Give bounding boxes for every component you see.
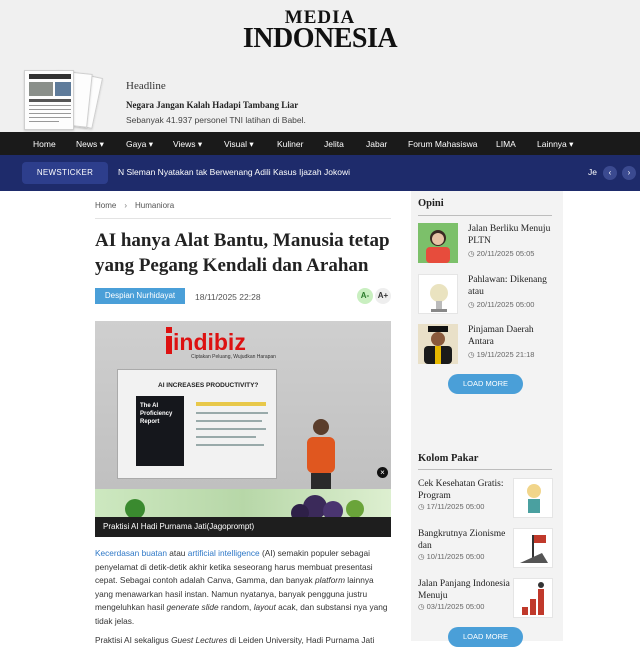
date-text: 17/11/2025 05:00: [426, 502, 485, 511]
author-badge[interactable]: Despian Nurhidayat: [95, 288, 185, 304]
nav-item-visual[interactable]: [224, 139, 254, 150]
photo-brand-tagline: Ciptakan Peluang, Wujudkan Harapan: [191, 354, 276, 360]
headline-label: Headline: [126, 80, 166, 92]
opini-thumbnail: [418, 324, 458, 364]
pakar-date: [418, 502, 484, 511]
paragraph: [95, 547, 391, 628]
nav-item-lima[interactable]: LIMA: [496, 139, 516, 149]
nav-item-jelita[interactable]: Jelita: [324, 139, 344, 149]
text: di Leiden University, Hadi Purnama Jati: [227, 635, 375, 645]
site-header: [0, 0, 640, 132]
photo-caption: Praktisi AI Hadi Purnama Jati(Jagoprompt): [95, 517, 391, 537]
newsticker-next-headline[interactable]: Je: [588, 167, 597, 177]
speaker-figure: [299, 417, 343, 497]
photo-brand-logo: indibiz: [173, 329, 246, 355]
logo-line-1: MEDIA: [284, 7, 356, 28]
kolom-pakar-heading: Kolom Pakar: [418, 453, 479, 464]
main-nav: [0, 132, 640, 155]
font-increase-button[interactable]: A+: [375, 288, 391, 304]
nav-item-label: Visual: [224, 139, 247, 149]
nav-item-kuliner[interactable]: Kuliner: [277, 139, 304, 149]
load-more-button[interactable]: LOAD MORE: [448, 374, 523, 394]
load-more-button[interactable]: LOAD MORE: [448, 627, 523, 647]
nav-item-label: Gaya: [126, 139, 147, 149]
clock-icon: ◷: [468, 300, 475, 309]
caret-down-icon: ▾: [148, 139, 153, 149]
opini-title: Jalan Berliku Menuju PLTN: [468, 224, 551, 246]
caret-down-icon: ▾: [249, 139, 254, 149]
nav-item-label: Lainnya: [537, 139, 567, 149]
newsticker-bar: [0, 155, 640, 191]
pakar-date: [418, 602, 484, 611]
nav-item-lainnya[interactable]: [537, 139, 573, 150]
date-text: 10/11/2025 05:00: [426, 552, 485, 561]
italic-text: layout: [253, 602, 276, 612]
divider: [418, 215, 552, 216]
opini-item[interactable]: [418, 223, 558, 265]
clock-icon: ◷: [468, 350, 475, 359]
date-text: 20/11/2025 05:00: [476, 300, 535, 309]
site-logo[interactable]: [0, 8, 640, 53]
italic-text: generate slide: [166, 602, 219, 612]
date-text: 19/11/2025 21:18: [476, 350, 535, 359]
epaper-thumbnail[interactable]: [24, 70, 102, 130]
pakar-item[interactable]: [418, 578, 558, 620]
sidebar: [411, 191, 563, 641]
opini-date: [468, 249, 534, 258]
breadcrumb: [95, 198, 391, 212]
caret-down-icon: ▾: [99, 139, 104, 149]
clock-icon: ◷: [418, 502, 425, 511]
date-text: 20/11/2025 05:05: [476, 249, 535, 258]
report-cover: [136, 396, 184, 466]
opini-title: Pinjaman Daerah Antara: [468, 325, 534, 347]
text: (AI) semakin populer sebagai penyelamat di detik-detik akhir ketika seseorang harus membuat presentasi cepat. Sebagai contoh adalah Canva, Gamma, dan banyak: [95, 548, 373, 585]
pakar-thumbnail: [513, 578, 553, 618]
chevron-right-icon: ›: [124, 200, 128, 210]
nav-item-forum-mahasiswa[interactable]: Forum Mahasiswa: [408, 139, 478, 149]
pakar-title: Cek Kesehatan Gratis: Program: [418, 479, 504, 501]
clock-icon: ◷: [418, 602, 425, 611]
nav-item-home[interactable]: Home: [33, 139, 56, 149]
presentation-screen: [117, 369, 277, 479]
divider: [95, 218, 391, 219]
opini-date: [468, 300, 534, 309]
article-body: [95, 547, 391, 648]
clock-icon: ◷: [418, 552, 425, 561]
text: Praktisi AI sekaligus: [95, 635, 172, 645]
nav-item-label: Views: [173, 139, 196, 149]
article-title: AI hanya Alat Bantu, Manusia tetap yang Pegang Kendali dan Arahan: [95, 230, 390, 276]
clock-icon: ◷: [468, 249, 475, 258]
pakar-title: Jalan Panjang Indonesia Menuju: [418, 579, 510, 601]
text: random,: [218, 602, 254, 612]
opini-thumbnail: [418, 274, 458, 314]
italic-text: platform: [315, 575, 345, 585]
article-column: [95, 198, 391, 654]
divider: [418, 469, 552, 470]
caret-down-icon: ▾: [197, 139, 203, 149]
article-photo: [95, 321, 391, 537]
italic-text: Guest Lectures: [171, 635, 228, 645]
pakar-thumbnail: [513, 478, 553, 518]
opini-item[interactable]: [418, 324, 558, 366]
pakar-date: [418, 552, 484, 561]
date-text: 03/11/2025 05:00: [426, 602, 485, 611]
newsticker-headline[interactable]: N Sleman Nyatakan tak Berwenang Adili Kasus Ijazah Jokowi: [118, 167, 350, 177]
caret-down-icon: ▾: [569, 139, 574, 149]
pakar-title: Bangkrutnya Zionisme dan: [418, 529, 506, 551]
text: acak, dan substansi nya yang tidak jelas.: [95, 602, 388, 626]
text: lainnya yang menawarkan hasil instan. Namun nyatanya, banyak pengguna justru mengeluhkan hasil: [95, 575, 374, 612]
nav-item-gaya[interactable]: [126, 139, 153, 150]
nav-item-label: News: [76, 139, 98, 149]
breadcrumb-home[interactable]: Home: [95, 200, 117, 210]
nav-item-views[interactable]: [173, 139, 202, 150]
opini-title: Pahlawan: Dikenang atau: [468, 275, 547, 297]
opini-item[interactable]: [418, 274, 558, 316]
headline-box: [126, 80, 306, 127]
opini-date: [468, 350, 534, 359]
pakar-item[interactable]: [418, 478, 558, 520]
text: atau: [166, 548, 188, 558]
ticker-prev-button[interactable]: ‹: [603, 166, 617, 180]
screen-heading: AI INCREASES PRODUCTIVITY?: [158, 382, 259, 389]
article-link[interactable]: Kecerdasan buatan: [95, 548, 167, 558]
nav-item-news[interactable]: [76, 139, 104, 150]
breadcrumb-section[interactable]: Humaniora: [135, 200, 175, 210]
headline-description: Sebanyak 41.937 personel TNI latihan di Babel.: [126, 115, 306, 125]
nav-item-jabar[interactable]: Jabar: [366, 139, 388, 149]
pakar-item[interactable]: [418, 528, 558, 570]
newsticker-label: NEWSTICKER: [22, 162, 108, 184]
opini-thumbnail: [418, 223, 458, 263]
pakar-thumbnail: [513, 528, 553, 568]
article-link[interactable]: artificial intelligence: [187, 548, 260, 558]
ticker-next-button[interactable]: ›: [622, 166, 636, 180]
headline-title[interactable]: Negara Jangan Kalah Hadapi Tambang Liar: [126, 100, 299, 110]
close-icon[interactable]: ×: [377, 467, 388, 478]
article-meta: [95, 288, 391, 306]
publish-date: 18/11/2025 22:28: [195, 292, 261, 302]
report-cover-title: The AI Proficiency Report: [140, 403, 173, 425]
logo-line-2: INDONESIA: [242, 23, 398, 54]
opini-heading: Opini: [418, 198, 444, 209]
font-decrease-button[interactable]: A-: [357, 288, 373, 304]
